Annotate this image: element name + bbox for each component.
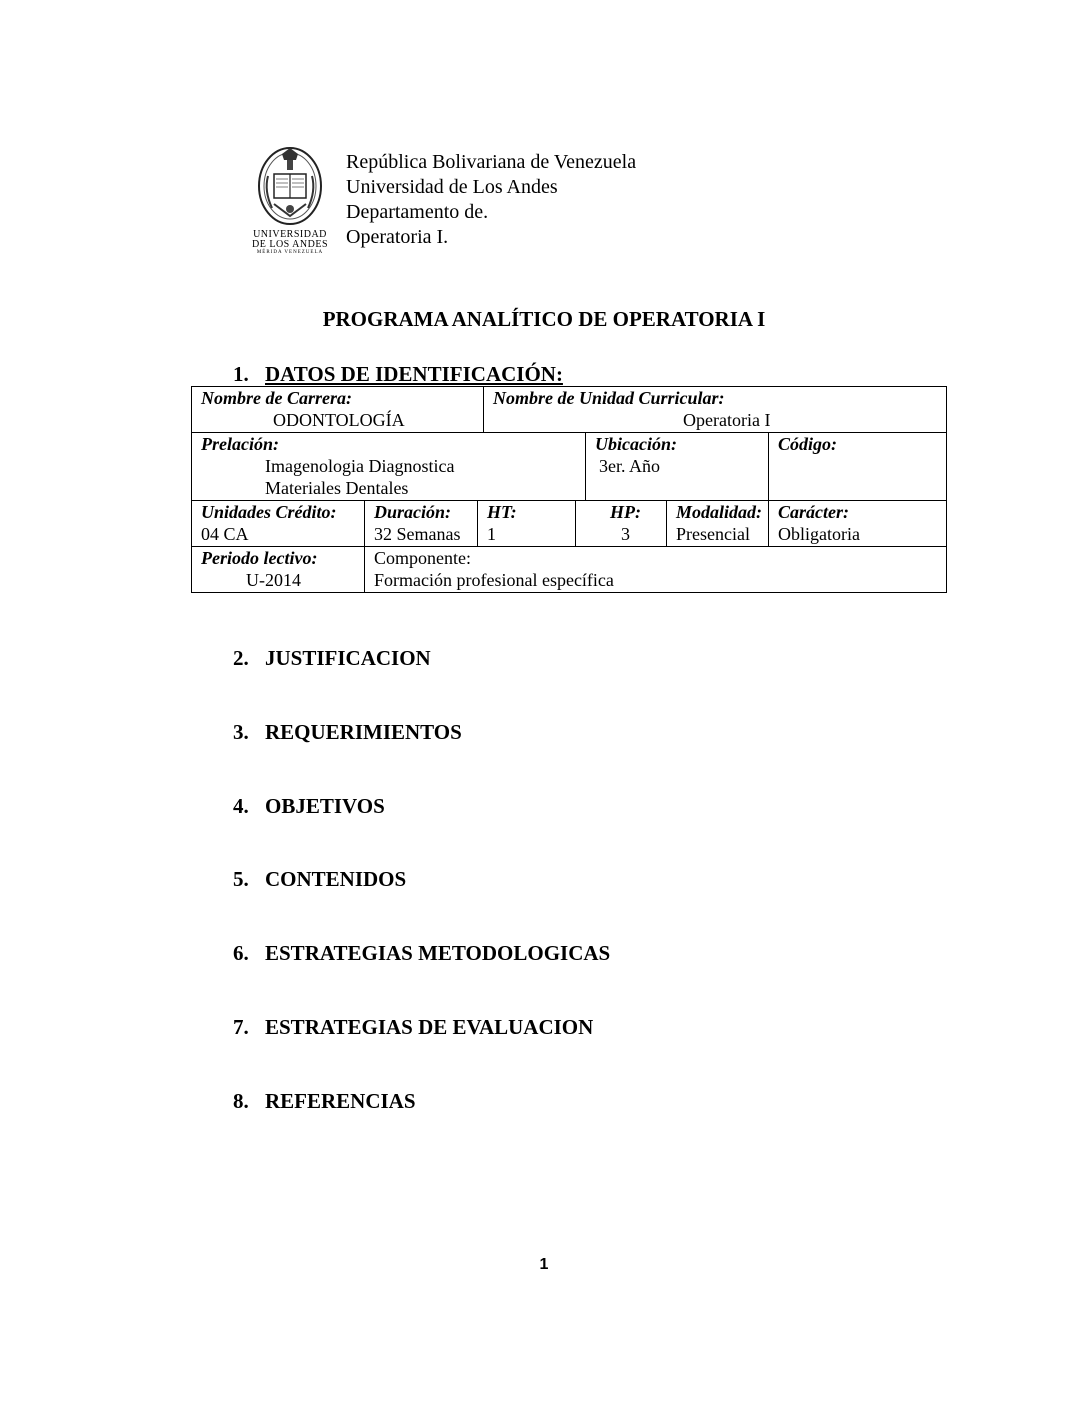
logo-text-line3: MÉRIDA VENEZUELA (256, 250, 324, 255)
section-heading (233, 794, 610, 868)
value-creditos: 04 CA (201, 524, 249, 544)
section-heading (233, 867, 610, 941)
label-codigo: Código: (778, 434, 838, 454)
cell-ubicacion (586, 433, 769, 501)
section-heading-identificacion (233, 362, 563, 387)
section-label: DATOS DE IDENTIFICACIÓN: (265, 362, 563, 386)
section-heading (233, 1089, 610, 1163)
value-componente: Formación profesional específica (374, 570, 614, 590)
section-label: CONTENIDOS (265, 867, 407, 892)
page-number: 1 (539, 1256, 549, 1273)
section-number: 1. (233, 362, 249, 386)
cell-ht (478, 501, 576, 547)
section-label: OBJETIVOS (265, 793, 385, 818)
section-label: REFERENCIAS (265, 1088, 416, 1113)
value-ubicacion: 3er. Año (599, 456, 660, 476)
header-line: Universidad de Los Andes (346, 176, 558, 198)
table-row (192, 547, 947, 593)
value-caracter: Obligatoria (778, 524, 860, 544)
section-heading (233, 720, 610, 794)
section-number: 6. (233, 941, 249, 966)
label-componente: Componente: (374, 548, 471, 568)
cell-duracion (365, 501, 478, 547)
section-number: 3. (233, 719, 249, 744)
cell-modalidad (667, 501, 769, 547)
section-heading (233, 941, 610, 1015)
header-line: Operatoria I. (346, 226, 449, 248)
cell-creditos (192, 501, 365, 547)
section-number: 2. (233, 646, 249, 670)
section-label: ESTRATEGIAS DE EVALUACION (265, 1014, 594, 1039)
cell-hp (576, 501, 667, 547)
value-prelacion: Imagenologia Diagnostica (265, 456, 455, 476)
label-ubicacion: Ubicación: (595, 434, 677, 454)
logo-text-line1: UNIVERSIDAD (253, 229, 327, 240)
label-creditos: Unidades Crédito: (201, 502, 337, 522)
table-row (192, 501, 947, 547)
header-line: Departamento de. (346, 201, 489, 223)
section-label: JUSTIFICACION (265, 646, 431, 670)
document-title: PROGRAMA ANALÍTICO DE OPERATORIA I (322, 307, 766, 331)
cell-unidad-curricular (484, 387, 947, 433)
section-number: 5. (233, 867, 249, 892)
header-line: República Bolivariana de Venezuela (346, 151, 637, 173)
label-unidad-curricular: Nombre de Unidad Curricular: (493, 388, 725, 408)
value-periodo: U-2014 (246, 570, 301, 590)
cell-carrera (192, 387, 484, 433)
cell-caracter (769, 501, 947, 547)
university-logo (252, 146, 328, 256)
label-caracter: Carácter: (778, 502, 849, 522)
value-unidad-curricular: Operatoria I (683, 410, 771, 430)
label-carrera: Nombre de Carrera: (201, 388, 352, 408)
identification-table (191, 386, 947, 593)
section-heading (233, 1015, 610, 1089)
value-duracion: 32 Semanas (374, 524, 461, 544)
logo-text-line2: DE LOS ANDES (252, 239, 329, 250)
cell-periodo (192, 547, 365, 593)
cell-codigo (769, 433, 947, 501)
label-duracion: Duración: (374, 502, 452, 522)
section-list (233, 646, 610, 1163)
value-prelacion: Materiales Dentales (265, 478, 409, 498)
value-ht: 1 (487, 524, 496, 544)
label-periodo: Periodo lectivo: (201, 548, 318, 568)
section-heading (233, 646, 610, 720)
value-modalidad: Presencial (676, 524, 750, 544)
section-label: ESTRATEGIAS METODOLOGICAS (265, 941, 611, 966)
cell-prelacion (192, 433, 586, 501)
table-row (192, 433, 947, 501)
label-hp: HP: (610, 502, 641, 522)
value-hp: 3 (621, 524, 630, 544)
cell-componente (365, 547, 947, 593)
section-number: 4. (233, 793, 249, 818)
institution-header (346, 150, 636, 250)
university-seal-icon (256, 146, 324, 228)
label-ht: HT: (487, 502, 517, 522)
label-prelacion: Prelación: (201, 434, 279, 454)
value-carrera: ODONTOLOGÍA (273, 410, 405, 430)
label-modalidad: Modalidad: (676, 502, 763, 522)
section-label: REQUERIMIENTOS (265, 719, 462, 744)
section-number: 7. (233, 1014, 249, 1039)
section-number: 8. (233, 1088, 249, 1113)
table-row (192, 387, 947, 433)
